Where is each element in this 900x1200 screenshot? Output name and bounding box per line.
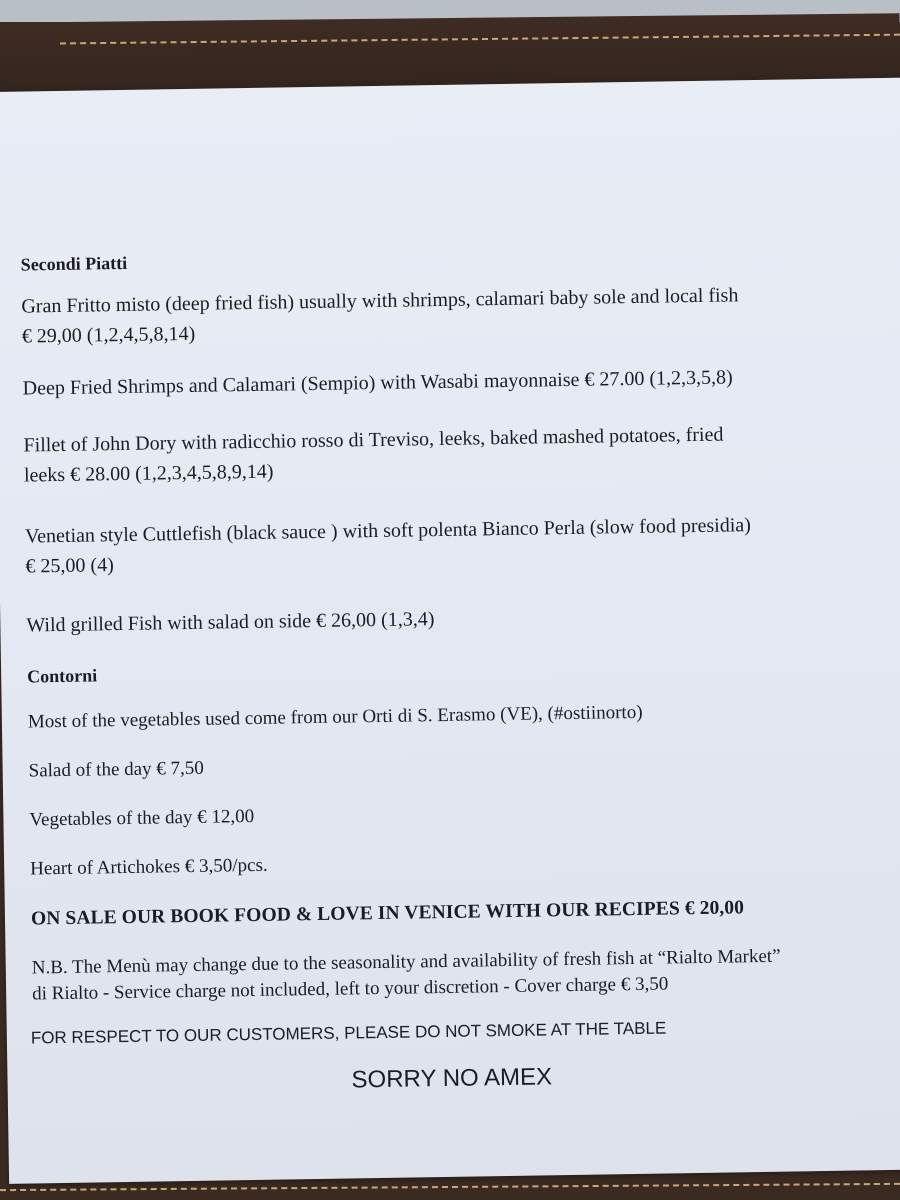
item-description: Deep Fried Shrimps and Calamari (Sempio) with Wasabi mayonnaise € 27.00 (1,2,3,5,8) xyxy=(22,366,733,400)
note-line-1: N.B. The Menù may change due to the seasonality and availability of fresh fish at “Rialto Market” xyxy=(31,945,781,979)
item-description: Wild grilled Fish with salad on side € 26,00 (1,3,4) xyxy=(26,608,435,637)
item-price: leeks € 28.00 (1,2,3,4,5,8,9,14) xyxy=(23,460,274,487)
contorni-intro: Most of the vegetables used come from our Orti di S. Erasmo (VE), (#ostiinorto) xyxy=(27,701,643,733)
no-amex-notice: SORRY NO AMEX xyxy=(351,1063,553,1094)
item-price: € 25,00 (4) xyxy=(25,554,114,578)
section-heading-secondi: Secondi Piatti xyxy=(20,252,128,275)
menu-item-john-dory xyxy=(23,417,884,491)
contorni-item-artichokes: Heart of Artichokes € 3,50/pcs. xyxy=(30,854,268,880)
menu-page xyxy=(0,77,900,1183)
menu-item-gran-fritto xyxy=(21,278,882,352)
item-price: € 29,00 (1,2,4,5,8,14) xyxy=(21,322,196,348)
menu-item-cuttlefish xyxy=(25,508,886,582)
no-smoking-notice: FOR RESPECT TO OUR CUSTOMERS, PLEASE DO NOT SMOKE AT THE TABLE xyxy=(30,1018,667,1048)
service-note xyxy=(32,942,893,1008)
contorni-item-vegetables: Vegetables of the day € 12,00 xyxy=(29,805,255,831)
menu-item-shrimps-calamari xyxy=(22,360,882,404)
item-description: Venetian style Cuttlefish (black sauce ) with soft polenta Bianco Perla (slow food presidia) xyxy=(24,514,751,548)
item-description: Gran Fritto misto (deep fried fish) usually with shrimps, calamari baby sole and local fish xyxy=(21,284,739,318)
menu-item-grilled-fish xyxy=(26,597,886,641)
contorni-item-salad: Salad of the day € 7,50 xyxy=(28,757,205,782)
item-description: Fillet of John Dory with radicchio rosso di Treviso, leeks, baked mashed potatoes, fried xyxy=(23,423,724,457)
section-heading-contorni: Contorni xyxy=(27,665,98,687)
note-line-2: di Rialto - Service charge not included, left to your discretion - Cover charge € 3,50 xyxy=(32,973,669,1005)
book-promotion: ON SALE OUR BOOK FOOD & LOVE IN VENICE WITH OUR RECIPES € 20,00 xyxy=(30,897,745,930)
menu-content xyxy=(18,78,900,1182)
cover-stitching-bottom xyxy=(0,1183,900,1191)
